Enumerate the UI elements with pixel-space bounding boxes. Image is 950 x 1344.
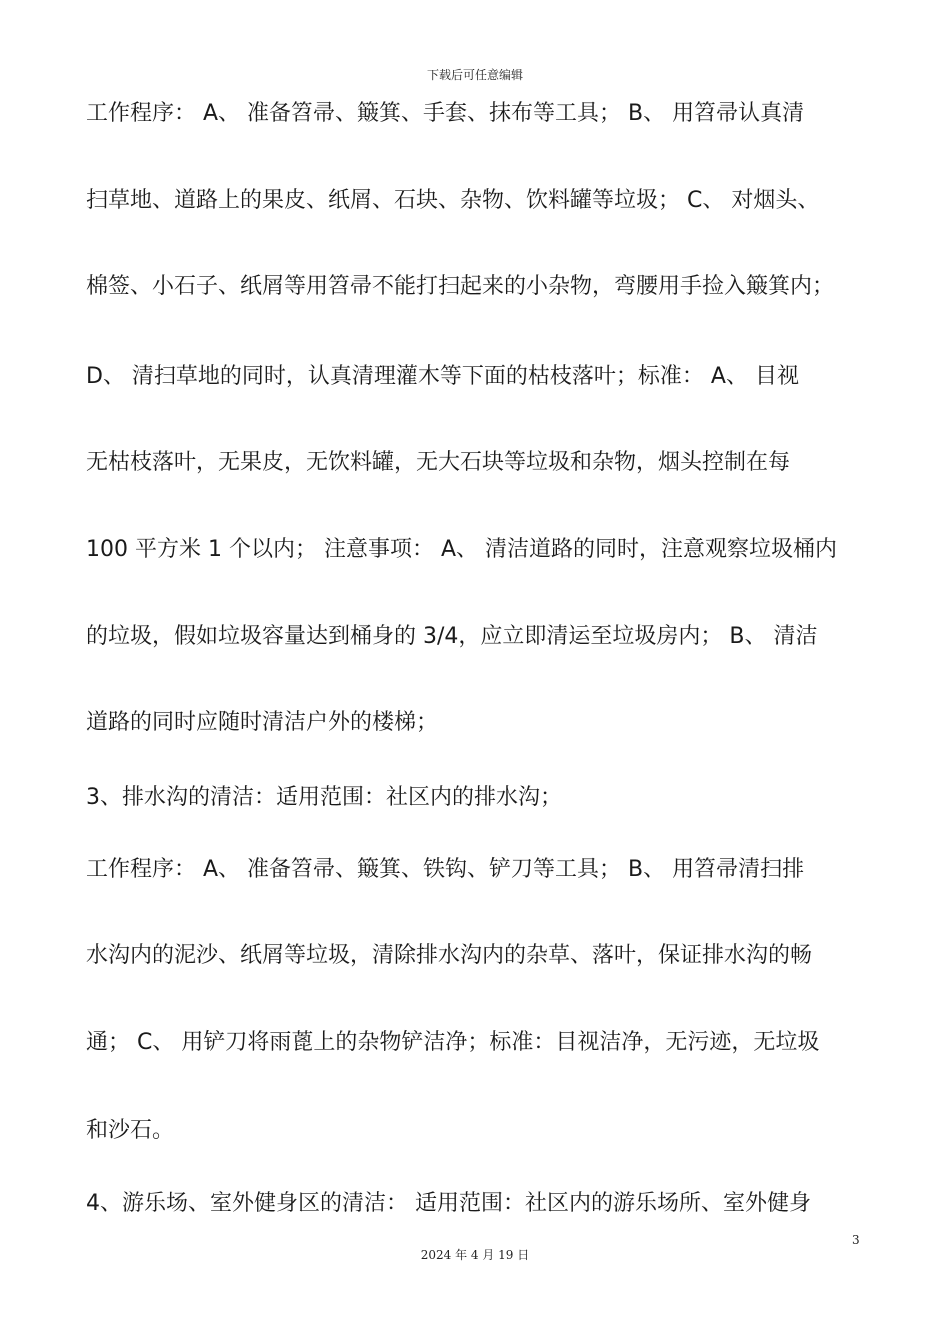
text-line-13: 和沙石。 — [86, 1118, 175, 1143]
section-heading-3: 3、排水沟的清洁：适用范围：社区内的排水沟； — [86, 785, 562, 810]
text-line-11: 水沟内的泥沙、纸屑等垃圾，清除排水沟内的杂草、落叶，保证排水沟的畅 — [86, 943, 813, 968]
text-line-10: 工作程序： A、 准备笤帚、簸箕、铁钩、铲刀等工具； B、 用笤帚清扫排 — [86, 857, 805, 882]
text-line-7: 的垃圾，假如垃圾容量达到桶身的 3/4，应立即清运至垃圾房内； B、 清洁 — [86, 624, 818, 649]
page-number: 3 — [852, 1233, 860, 1247]
text-line-8: 道路的同时应随时清洁户外的楼梯； — [86, 710, 439, 735]
page-footer-date: 2024 年 4 月 19 日 — [420, 1248, 530, 1262]
text-line-12: 通； C、 用铲刀将雨蓖上的杂物铲洁净；标准：目视洁净，无污迹，无垃圾 — [86, 1030, 820, 1055]
text-line-6: 100 平方米 1 个以内； 注意事项： A、 清洁道路的同时，注意观察垃圾桶内 — [86, 537, 837, 562]
text-line-3: 棉签、小石子、纸屑等用笤帚不能打扫起来的小杂物，弯腰用手捡入簸箕内； — [86, 274, 835, 299]
text-line-5: 无枯枝落叶，无果皮，无饮料罐，无大石块等垃圾和杂物，烟头控制在每 — [86, 450, 791, 475]
text-line-2: 扫草地、道路上的果皮、纸屑、石块、杂物、饮料罐等垃圾； C、 对烟头、 — [86, 188, 820, 213]
text-line-1: 工作程序： A、 准备笤帚、簸箕、手套、抹布等工具； B、 用笤帚认真清 — [86, 101, 805, 126]
page-header: 下载后可任意编辑 — [426, 68, 523, 82]
text-line-4: D、 清扫草地的同时，认真清理灌木等下面的枯枝落叶；标准： A、 目视 — [86, 364, 799, 389]
section-heading-4: 4、游乐场、室外健身区的清洁： 适用范围：社区内的游乐场所、室外健身 — [86, 1191, 811, 1216]
